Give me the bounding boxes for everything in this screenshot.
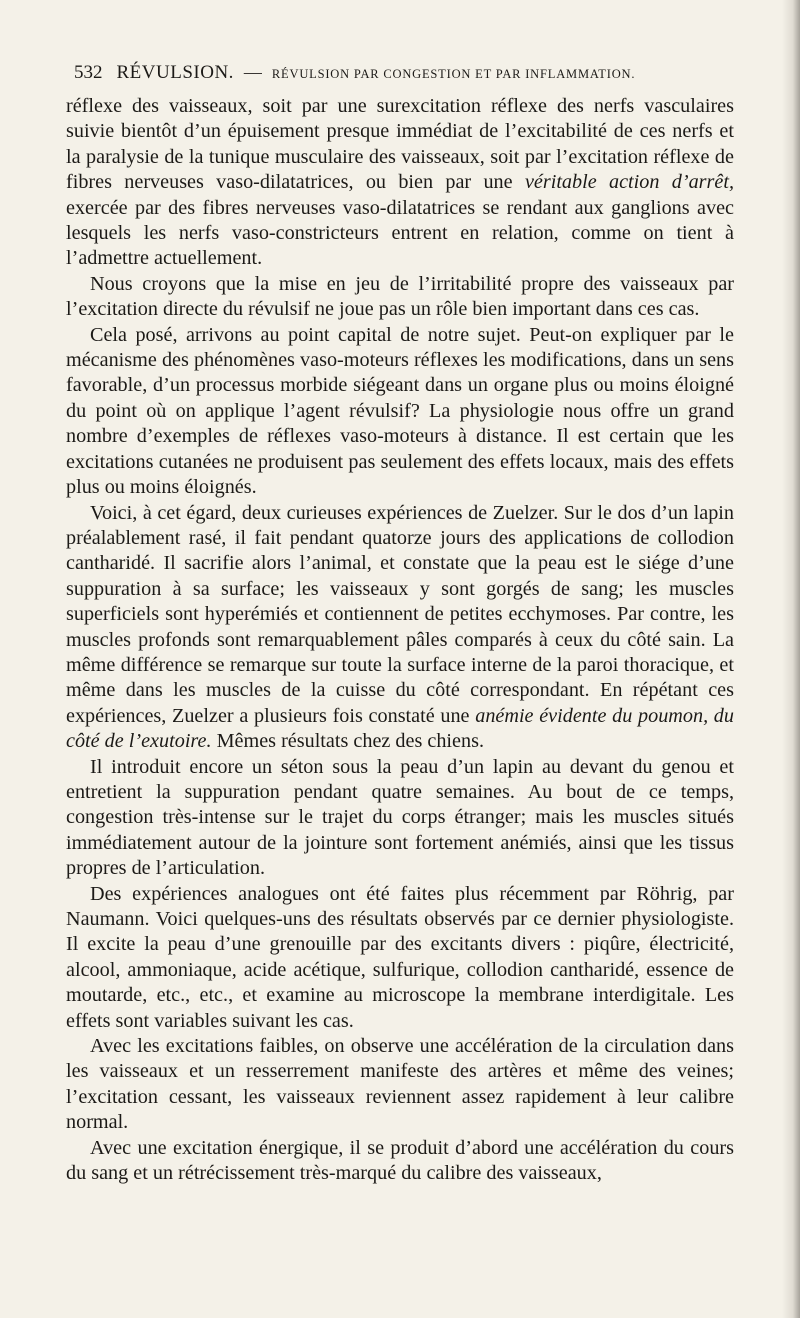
page-number: 532 xyxy=(74,62,103,83)
running-head-dash: — xyxy=(243,62,262,82)
text-run: Des expériences analogues ont été faites plus récemment par Röhrig, par Naumann. Voici quelques-uns des résultats observés par ce dernier physiologiste. Il excite la peau d’une grenouille par des excitants divers : piqûre, électricité, alcool, ammoniaque, acide acétique, sulfurique, collodion cantharidé, essence de moutarde, etc., etc., et examine au microscope la membrane interdigitale. Les effets sont variables suivant les cas. xyxy=(66,882,734,1032)
text-run: Il introduit encore un séton sous la peau d’un lapin au devant du genou et entretient la suppuration pendant quatre semaines. Au bout de ce temps, congestion très-intense sur le trajet du corps étranger; mais les muscles situés immédiatement autour de la jointure sont fortement anémiés, ainsi que les tissus propres de l’articulation. xyxy=(66,755,734,880)
running-head-subtitle: RÉVULSION PAR CONGESTION ET PAR INFLAMMATION. xyxy=(271,67,636,81)
paragraph xyxy=(66,272,734,323)
running-head xyxy=(66,58,734,88)
paragraph xyxy=(66,755,734,882)
italic-phrase: anémie évidente du poumon, du côté de l’exutoire. xyxy=(66,704,734,753)
text-run: Voici, à cet égard, deux curieuses expériences de Zuelzer. Sur le dos d’un lapin préalablement rasé, il fait pendant quatorze jours des applications de collodion cantharidé. Il sacrifie alors l’animal, et constate que la peau est le siége d’une suppuration à sa surface; les vaisseaux y sont gorgés de sang; les muscles superficiels sont hyperémiés et contiennent de petites ecchymoses. Par contre, les muscles profonds sont remarquablement pâles comparés à ceux du côté sain. La même différence se remarque sur toute la surface interne de la paroi thoracique, et même dans les muscles de la cuisse du côté correspondant. En répétant ces expériences, Zuelzer a plusieurs fois constaté une xyxy=(66,501,734,727)
text-run: Nous croyons que la mise en jeu de l’irritabilité propre des vaisseaux par l’excitation directe du révulsif ne joue pas un rôle bien important dans ces cas. xyxy=(66,272,734,321)
paragraph xyxy=(66,94,734,272)
running-head-title: RÉVULSION. xyxy=(116,62,234,83)
paragraph xyxy=(66,882,734,1034)
text-run: exercée par des fibres nerveuses vaso-dilatatrices se rendant aux ganglions avec lesquels les nerfs vaso-constricteurs entrent en relation, comme on tient à l’admettre actuellement. xyxy=(66,196,734,270)
italic-phrase: véritable action d’arrêt, xyxy=(524,171,735,194)
page-edge-shadow xyxy=(782,0,800,1318)
paragraph xyxy=(66,1136,734,1187)
paragraph xyxy=(66,1034,734,1136)
text-run: Avec les excitations faibles, on observe une accélération de la circulation dans les vaisseaux et un resserrement manifeste des artères et même des veines; l’excitation cessant, les vaisseaux reviennent assez rapidement à leur calibre normal. xyxy=(66,1035,734,1134)
book-page xyxy=(66,58,734,1186)
paragraph xyxy=(66,501,734,755)
text-run: Avec une excitation énergique, il se produit d’abord une accélération du cours du sang et un rétrécissement très-marqué du calibre des vaisseaux, xyxy=(66,1136,734,1185)
body-text xyxy=(66,94,734,1186)
text-run: réflexe des vaisseaux, soit par une surexcitation réflexe des nerfs vasculaires suivie bientôt d’un épuisement presque immédiat de l’excitabilité de ces nerfs et la paralysie de la tunique musculaire des vaisseaux, soit par l’excitation réflexe de fibres nerveuses vaso-dilatatrices, ou bien par une xyxy=(66,95,734,194)
paragraph xyxy=(66,323,734,501)
text-run: Mêmes résultats chez des chiens. xyxy=(211,730,484,753)
text-run: Cela posé, arrivons au point capital de notre sujet. Peut-on expliquer par le mécanisme des phénomènes vaso-moteurs réflexes les modifications, dans un sens favorable, d’un processus morbide siégeant dans un organe plus ou moins éloigné du point où on applique l’agent révulsif? La physiologie nous offre un grand nombre d’exemples de réflexes vaso-moteurs à distance. Il est certain que les excitations cutanées ne produisent pas seulement des effets locaux, mais des effets plus ou moins éloignés. xyxy=(66,323,734,499)
